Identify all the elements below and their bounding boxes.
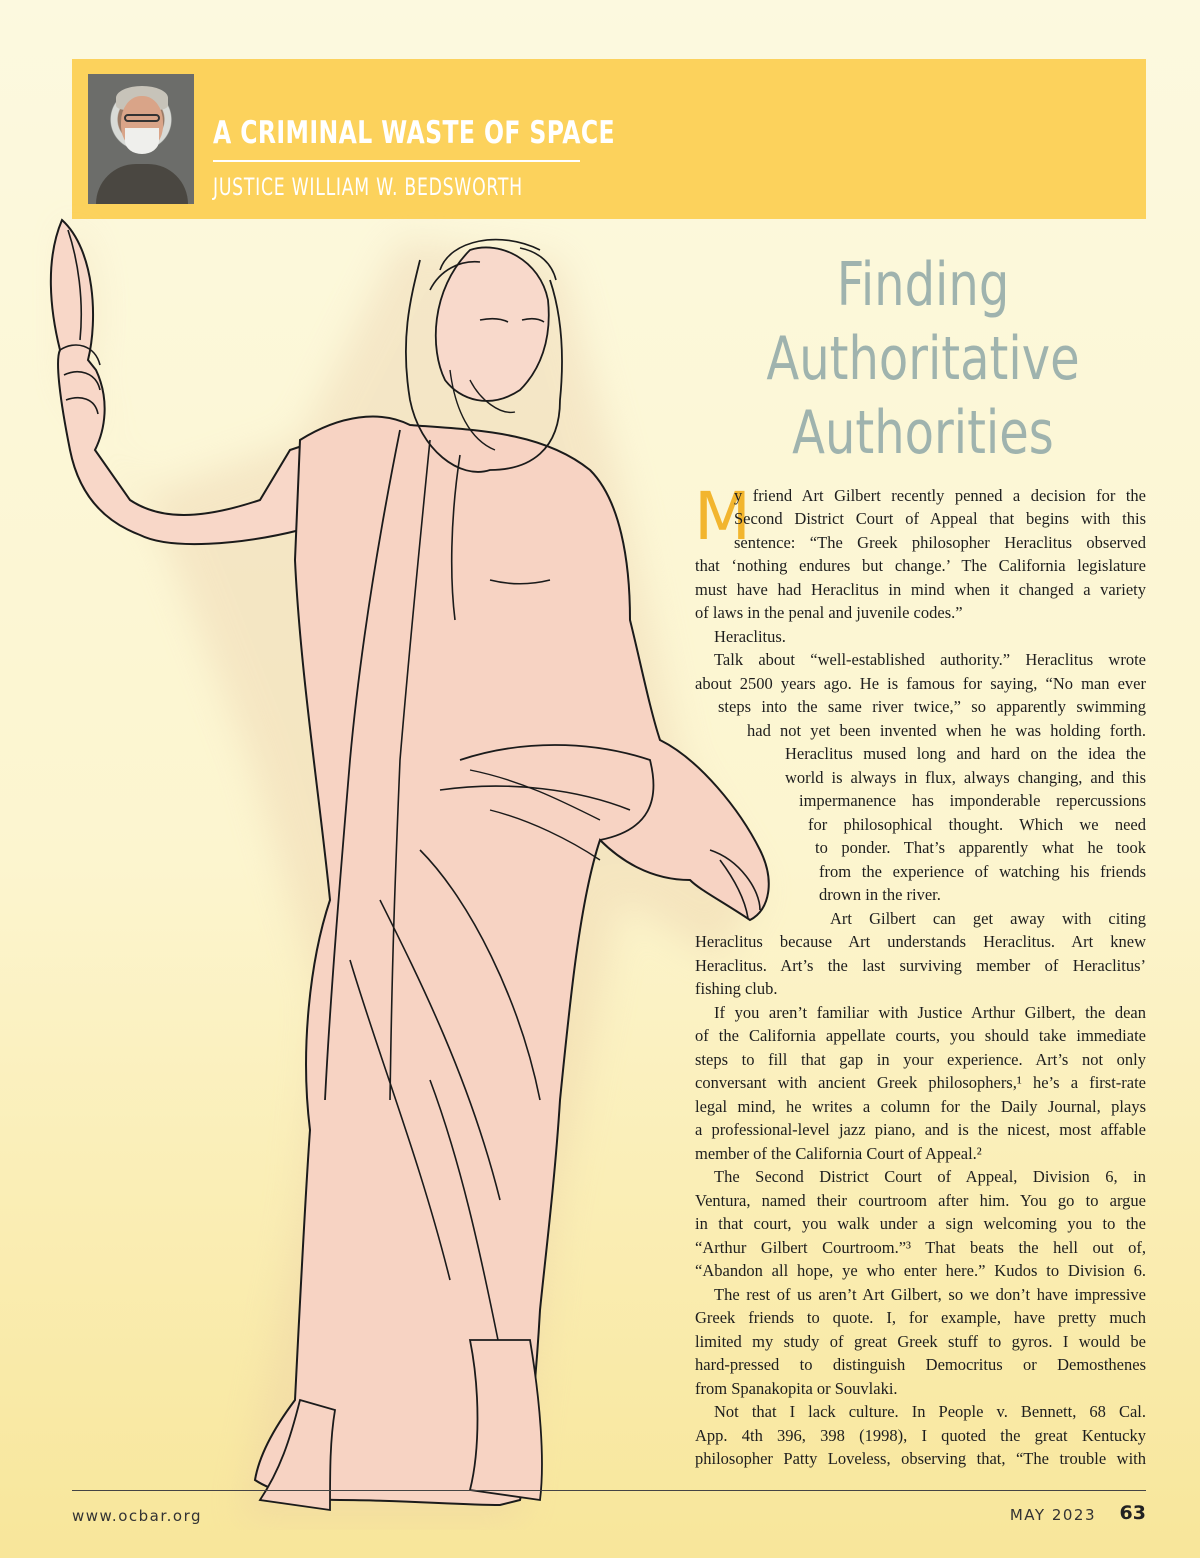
body-line: must have had Heraclitus in mind when it changed a variety [695, 580, 1146, 599]
body-line: The rest of us aren’t Art Gilbert, so we don’t have impressive [714, 1285, 1146, 1304]
body-line: about 2500 years ago. He is famous for saying, “No man ever [695, 674, 1146, 693]
body-line: Greek friends to quote. I, for example, have pretty much [695, 1308, 1146, 1327]
body-line: of laws in the penal and juvenile codes.” [695, 603, 963, 622]
body-line: Not that I lack culture. In People v. Bennett, 68 Cal. [714, 1402, 1146, 1421]
headline-line-2: Authoritative [766, 324, 1080, 394]
body-line: in that court, you walk under a sign welcoming you to the [695, 1214, 1146, 1233]
body-line: y friend Art Gilbert recently penned a decision for the [734, 486, 1146, 505]
body-line: steps into the same river twice,” so apparently swimming [718, 697, 1146, 716]
body-line: Heraclitus. Art’s the last surviving member of Heraclitus’ [695, 956, 1146, 975]
body-line: that ‘nothing endures but change.’ The California legislature [695, 556, 1146, 575]
body-line: limited my study of great Greek stuff to gyros. I would be [695, 1332, 1146, 1351]
body-line: steps to fill that gap in your experience. Art’s not only [695, 1050, 1146, 1069]
body-line: impermanence has imponderable repercussions [799, 791, 1146, 810]
body-line: hard-pressed to distinguish Democritus or Demosthenes [695, 1355, 1146, 1374]
body-line: fishing club. [695, 979, 778, 998]
headline-line-3: Authorities [792, 398, 1054, 468]
body-line: world is always in flux, always changing, and this [785, 768, 1146, 787]
drop-cap: M [694, 478, 751, 555]
footer-rule [72, 1490, 1146, 1491]
body-line: from Spanakopita or Souvlaki. [695, 1379, 898, 1398]
body-line: If you aren’t familiar with Justice Arthur Gilbert, the dean [714, 1003, 1146, 1022]
body-line: Second District Court of Appeal that begins with this [734, 509, 1146, 528]
body-line: Heraclitus mused long and hard on the idea the [785, 744, 1146, 763]
footer-website: www.ocbar.org [72, 1507, 202, 1525]
body-line: “Arthur Gilbert Courtroom.”³ That beats the hell out of, [695, 1238, 1146, 1257]
body-line: had not yet been invented when he was holding forth. [747, 721, 1146, 740]
body-line: drown in the river. [819, 885, 941, 904]
body-line: The Second District Court of Appeal, Division 6, in [714, 1167, 1146, 1186]
column-title: A CRIMINAL WASTE OF SPACE [213, 115, 616, 151]
body-line: Talk about “well-established authority.” Heraclitus wrote [714, 650, 1146, 669]
body-line: to ponder. That’s apparently what he took [815, 838, 1146, 857]
body-line: Art Gilbert can get away with citing [830, 909, 1146, 928]
footer-issue-date: MAY 2023 [1009, 1506, 1096, 1524]
body-line: member of the California Court of Appeal.² [695, 1144, 982, 1163]
body-line: for philosophical thought. Which we need [808, 815, 1146, 834]
body-line: from the experience of watching his friends [819, 862, 1146, 881]
headline-line-1: Finding [836, 250, 1010, 320]
page-number: 63 [1119, 1502, 1146, 1524]
body-line: of the California appellate courts, you should take immediate [695, 1026, 1146, 1045]
column-author: JUSTICE WILLIAM W. BEDSWORTH [213, 173, 523, 201]
body-line: legal mind, he writes a column for the Daily Journal, plays [695, 1097, 1146, 1116]
body-line: conversant with ancient Greek philosophers,¹ he’s a first-rate [695, 1073, 1146, 1092]
body-line: App. 4th 396, 398 (1998), I quoted the great Kentucky [695, 1426, 1146, 1445]
body-line: Heraclitus because Art understands Heraclitus. Art knew [695, 932, 1146, 951]
body-line: “Abandon all hope, ye who enter here.” Kudos to Division 6. [695, 1261, 1146, 1280]
body-line: a professional-level jazz piano, and is the nicest, most affable [695, 1120, 1146, 1139]
body-line: sentence: “The Greek philosopher Heraclitus observed [734, 533, 1146, 552]
body-line: Heraclitus. [714, 627, 786, 646]
body-line: philosopher Patty Loveless, observing that, “The trouble with [695, 1449, 1146, 1468]
body-line: Ventura, named their courtroom after him. You go to argue [695, 1191, 1146, 1210]
